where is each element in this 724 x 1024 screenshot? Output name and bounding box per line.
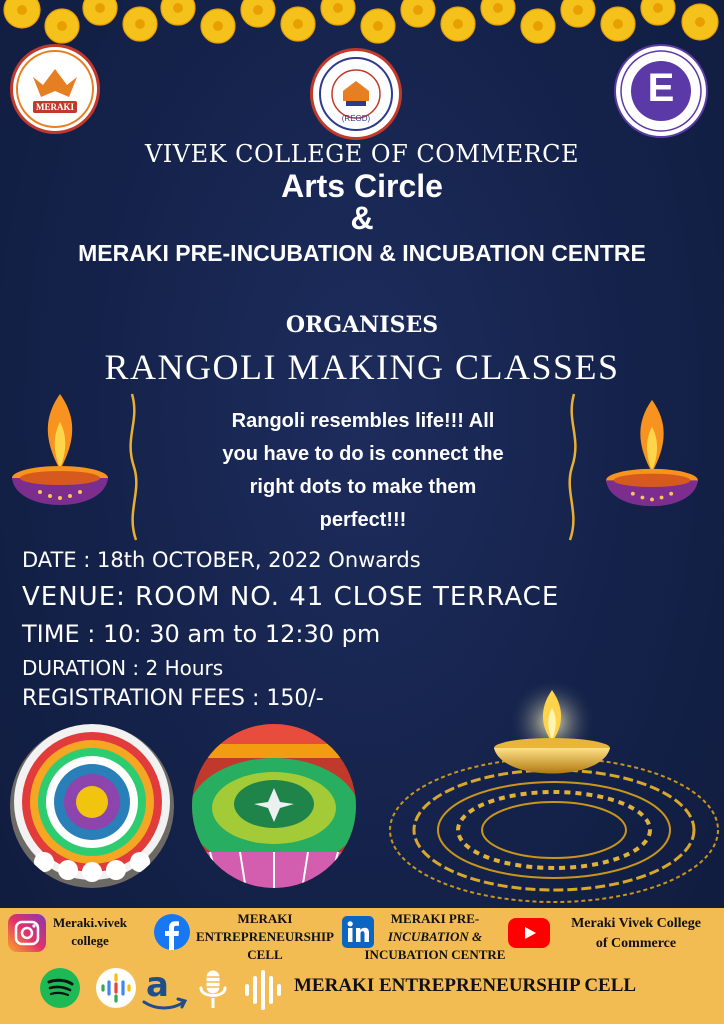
quote-line: you have to do is connect the [222, 443, 504, 465]
quote-line: perfect!!! [319, 509, 407, 531]
facebook-page-line: MERAKI [237, 911, 293, 926]
marigold-garland [0, 0, 724, 50]
linkedin-page-line: INCUBATION & [387, 929, 483, 944]
organises-label: ORGANISES [285, 312, 439, 338]
youtube-icon[interactable] [508, 918, 550, 948]
facebook-icon[interactable] [154, 914, 190, 950]
e-cell-letter: E [647, 66, 675, 110]
youtube-channel-line: Meraki Vivek College [571, 916, 701, 931]
instagram-handle-line: college [71, 933, 109, 948]
rangoli-photo [190, 722, 358, 890]
linkedin-page[interactable] [360, 910, 510, 964]
arts-circle-title: Arts Circle [281, 168, 443, 204]
quote [168, 405, 558, 537]
social-footer [0, 908, 724, 1024]
linkedin-page-line: MERAKI PRE- [390, 911, 480, 926]
facebook-page-line: ENTREPRENEURSHIP [196, 929, 334, 944]
event-venue: VENUE: ROOM NO. 41 CLOSE TERRACE [22, 582, 560, 612]
quote-line: Rangoli resembles life!!! All [231, 410, 495, 432]
diya-icon [604, 398, 700, 532]
youtube-channel[interactable] [552, 914, 720, 954]
right-bracket-ornament [562, 392, 586, 542]
e-cell-logo [614, 44, 708, 138]
event-duration: DURATION : 2 Hours [22, 656, 224, 680]
event-title: RANGOLI MAKING CLASSES [104, 347, 620, 387]
regd-label: (REGD) [341, 114, 371, 123]
instagram-handle-line: Meraki.vivek [52, 915, 127, 930]
facebook-page[interactable] [190, 910, 340, 964]
meraki-logo [10, 44, 100, 134]
vivek-education-society-logo [310, 48, 402, 140]
soundwave-icon[interactable] [242, 970, 282, 1010]
quote-line: right dots to make them [249, 476, 477, 498]
microphone-icon[interactable] [194, 966, 232, 1012]
event-date: DATE : 18th OCTOBER, 2022 Onwards [22, 548, 421, 572]
diya-icon [10, 392, 110, 532]
google-podcasts-icon[interactable] [96, 968, 136, 1008]
golden-diya-mandala [386, 670, 722, 906]
spotify-icon[interactable] [40, 968, 80, 1008]
svg-text:a: a [146, 966, 169, 1005]
left-bracket-ornament [122, 392, 146, 542]
amazon-icon[interactable] [140, 966, 188, 1012]
linkedin-page-line: INCUBATION CENTRE [364, 947, 506, 962]
facebook-page-line: CELL [247, 947, 283, 962]
instagram-icon[interactable] [8, 914, 46, 952]
ampersand: & [350, 200, 374, 236]
rangoli-photo [8, 722, 176, 890]
instagram-handle[interactable] [50, 914, 130, 950]
meraki-logo-label: MERAKI [36, 102, 74, 112]
youtube-channel-line: of Commerce [595, 936, 677, 951]
college-name: VIVEK COLLEGE OF COMMERCE [144, 140, 580, 168]
registration-fees: REGISTRATION FEES : 150/- [22, 686, 324, 711]
podcast-title[interactable]: MERAKI ENTREPRENEURSHIP CELL [294, 975, 637, 996]
event-time: TIME : 10: 30 am to 12:30 pm [22, 620, 381, 648]
incubation-centre-title: MERAKI PRE-INCUBATION & INCUBATION CENTRE [78, 240, 646, 266]
